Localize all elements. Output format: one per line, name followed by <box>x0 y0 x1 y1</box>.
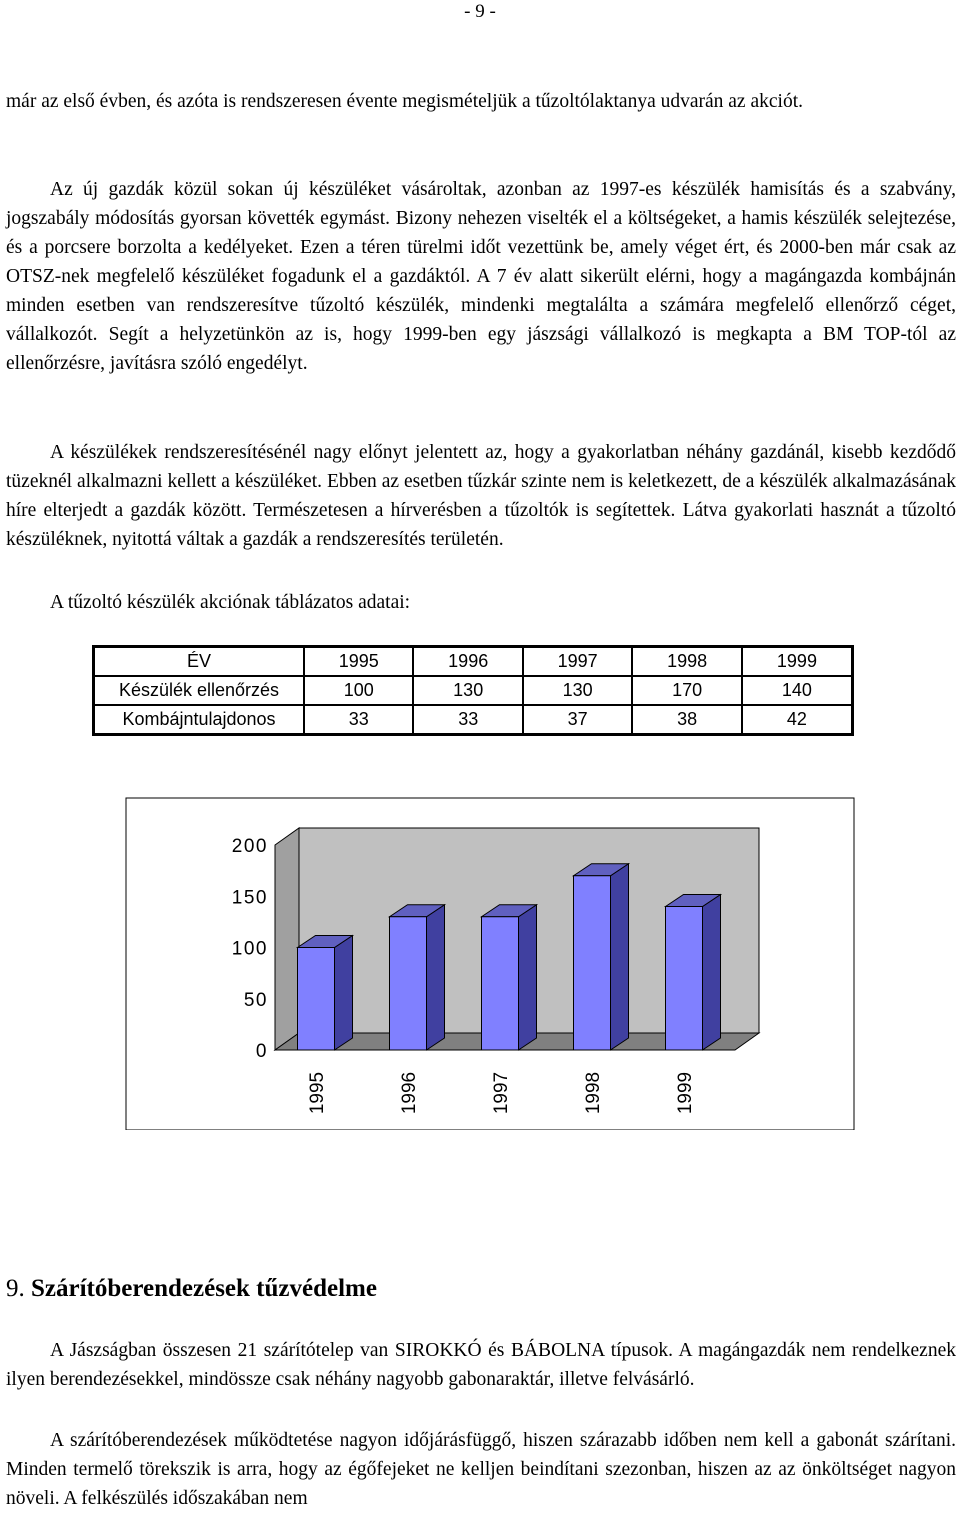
table-header-row <box>94 647 853 677</box>
table-header-cell: ÉV <box>94 647 305 677</box>
table-cell: Kombájntulajdonos <box>94 705 305 735</box>
bar <box>574 876 611 1050</box>
bar <box>390 917 427 1050</box>
section-title: Szárítóberendezések tűzvédelme <box>31 1275 377 1302</box>
paragraph-1: már az első évben, és azóta is rendszeresen évente megismételjük a tűzoltólaktanya udvarán az akciót. <box>6 91 803 112</box>
page-number: - 9 - <box>464 1 496 22</box>
chart-side-wall <box>275 828 299 1050</box>
table-cell: 130 <box>413 676 522 705</box>
table-cell: 33 <box>413 705 522 735</box>
paragraph-3: A készülékek rendszeresítésénél nagy előnyt jelentett az, hogy a gyakorlatban néhány gazdánál, kisebb kezdődő tüzeknél alkalmazni kellett a készüléket. Ebben az esetben tűzkár szinte nem is keletkezett, de a készülék alkalmazásának híre elterjedt a gazdák között. Természetesen a hírverésben a tűzoltók is segítettek. Látva gyakorlati hasznát a tűzoltó készüléknek, nyitottá váltak a gazdák a rendszeresítés területén. <box>6 442 956 550</box>
table-row <box>94 676 853 705</box>
table-cell: 42 <box>742 705 853 735</box>
y-tick-label: 150 <box>231 887 268 909</box>
data-table <box>92 645 854 736</box>
y-tick-label: 100 <box>231 938 268 960</box>
table-header-cell: 1995 <box>304 647 413 677</box>
paragraph-2: Az új gazdák közül sokan új készüléket vásároltak, azonban az 1997-es készülék hamisítás és a szabvány, jogszabály módosítás gyorsan követték egymást. Bizony nehezen viselték el a költségeket, a hamis készülék selejtezése, és a porcsere borzolta a kedélyeket. Ezen a téren türelmi időt vezettünk be, amely véget ért, és 2000-ben már csak az OTSZ-nek megfelelő készüléket fogadunk el a gazdáktól. A 7 év alatt sikerült elérni, hogy a magángazda kombájnán minden esetben van rendszeresítve tűzoltó készülék, mindenki megtalálta a számára megfelelő ellenőrző céget, vállalkozót. Segít a helyzetünkön az is, hogy 1999-ben egy jászsági vállalkozó is megkapta a BM TOP-tól az ellenőrzésre, javításra szóló engedélyt. <box>6 179 956 374</box>
bar-chart <box>0 790 960 1130</box>
paragraph-6: A szárítóberendezések működtetése nagyon időjárásfüggő, hiszen szárazabb időben nem kell a gabonát szárítani. Minden termelő törekszik is arra, hogy az égőfejeket ne kelljen beindítani szezonban, hiszen az az önköltséget nagyon növeli. A felkészülés időszakában nem <box>6 1430 956 1509</box>
table-cell: 100 <box>304 676 413 705</box>
paragraph-5: A Jászságban összesen 21 szárítótelep van SIROKKÓ és BÁBOLNA típusok. A magángazdák nem rendelkeznek ilyen berendezésekkel, mindössze csak néhány nagyobb gabonaraktár, illetve felvásárló. <box>6 1340 956 1390</box>
y-tick-label: 0 <box>255 1041 268 1062</box>
bar <box>666 907 703 1051</box>
bar <box>298 948 335 1051</box>
bar-side <box>335 936 353 1051</box>
table-header-cell: 1998 <box>632 647 741 677</box>
bar-side <box>427 905 445 1050</box>
section-heading <box>6 1272 377 1306</box>
table-cell: 140 <box>742 676 853 705</box>
table-header-cell: 1996 <box>413 647 522 677</box>
x-tick-label: 1995 <box>307 1071 328 1115</box>
table-row <box>94 705 853 735</box>
x-tick-label: 1999 <box>675 1071 696 1115</box>
y-tick-label: 200 <box>231 836 268 857</box>
bar-side <box>519 905 537 1050</box>
section-number: 9. <box>6 1275 25 1302</box>
paragraph-4: A tűzoltó készülék akciónak táblázatos adatai: <box>50 592 411 613</box>
table-cell: Készülék ellenőrzés <box>94 676 305 705</box>
table-cell: 37 <box>523 705 632 735</box>
x-tick-label: 1997 <box>491 1071 512 1115</box>
table-cell: 33 <box>304 705 413 735</box>
y-tick-label: 50 <box>243 989 268 1011</box>
bar-side <box>611 864 629 1050</box>
x-tick-label: 1998 <box>583 1071 604 1115</box>
table-header-cell: 1997 <box>523 647 632 677</box>
table-header-cell: 1999 <box>742 647 853 677</box>
table-cell: 170 <box>632 676 741 705</box>
table-cell: 38 <box>632 705 741 735</box>
table-cell: 130 <box>523 676 632 705</box>
bar-side <box>703 895 721 1051</box>
x-tick-label: 1996 <box>399 1071 420 1115</box>
bar <box>482 917 519 1050</box>
